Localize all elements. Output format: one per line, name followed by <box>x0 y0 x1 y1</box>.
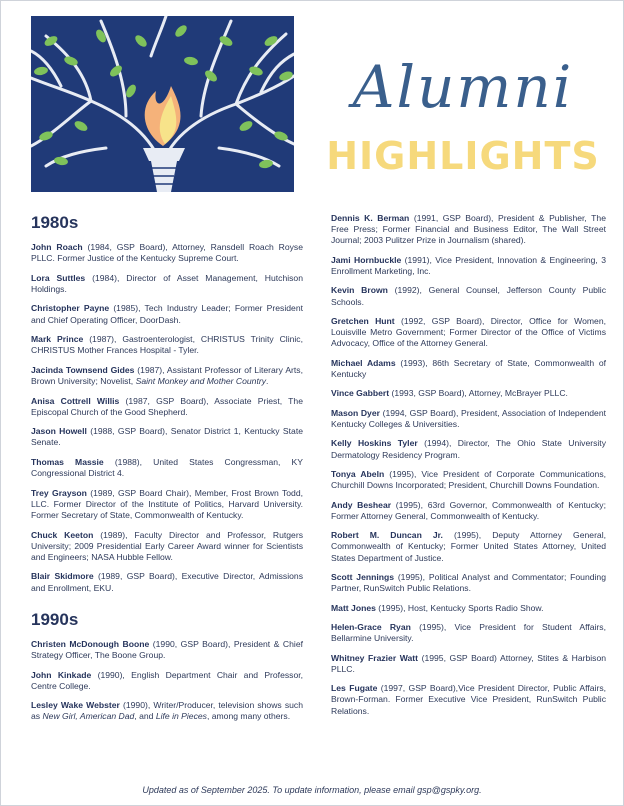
alumni-entry <box>31 334 303 356</box>
alumni-description-tail: , among many others. <box>206 711 291 722</box>
alumni-entry <box>331 653 606 675</box>
alumni-entry <box>331 316 606 350</box>
alumni-description: (1988), United States Congressman, KY Congressional District 4. <box>31 456 303 479</box>
alumni-list-1990s-continued <box>331 213 606 717</box>
alumni-description: (1995), Political Analyst and Commentator; Founding Partner, RunSwitch Public Relations. <box>331 571 606 594</box>
footer-note: Updated as of September 2025. To update information, please email gsp@gspky.org. <box>142 785 482 795</box>
alumni-description: (1995), Deputy Attorney General, Commonwealth of Kentucky; Former United States Attorney, United States Department of Justice. <box>331 530 607 563</box>
alumni-entry <box>31 242 303 264</box>
title-highlights: HIGHLIGHTS <box>326 134 600 178</box>
alumni-name: Scott Jennings <box>331 571 395 582</box>
alumni-description: (1990, GSP Board), President & Chief Strategy Officer, The Boone Group. <box>31 638 303 661</box>
alumni-name: John Roach <box>31 242 83 252</box>
alumni-name: Chuck Keeton <box>31 529 94 540</box>
alumni-name: Anisa Cottrell Willis <box>31 395 120 406</box>
alumni-description: (1990), English Department Chair and Professor, Centre College. <box>31 669 304 691</box>
alumni-entry <box>331 622 606 644</box>
alumni-description: (1995), Vice President for Student Affairs, Bellarmine University. <box>331 621 606 644</box>
alumni-entry <box>31 365 303 387</box>
alumni-name: Kelly Hoskins Tyler <box>331 438 418 449</box>
alumni-description: (1984), Director of Asset Management, Hutchison Holdings. <box>31 272 303 294</box>
alumni-name: Mason Dyer <box>331 407 380 418</box>
alumni-description-tail: , and <box>134 711 156 722</box>
alumni-name: Christopher Payne <box>31 303 110 314</box>
alumni-name: Helen-Grace Ryan <box>331 621 411 632</box>
alumni-list-1980s <box>31 242 303 594</box>
alumni-name: Blair Skidmore <box>31 571 94 582</box>
alumni-entry <box>31 488 303 522</box>
alumni-name: Matt Jones <box>331 602 376 613</box>
alumni-description-tail: . <box>266 376 269 387</box>
alumni-description: (1992), General Counsel, Jefferson County Public Schools. <box>331 285 607 307</box>
alumni-name: Vince Gabbert <box>331 388 390 399</box>
hero-illustration <box>31 16 294 192</box>
alumni-entry <box>31 396 303 418</box>
alumni-entry <box>331 213 606 247</box>
alumni-entry <box>331 469 606 491</box>
alumni-name: Whitney Frazier Watt <box>331 652 419 663</box>
right-column <box>331 213 606 725</box>
alumni-description: (1989, GSP Board), Executive Director, Admissions and Enrollment, EKU. <box>31 571 303 593</box>
alumni-name: Robert M. Duncan Jr. <box>331 530 443 541</box>
alumni-name: Jami Hornbuckle <box>331 254 402 265</box>
alumni-description: (1994, GSP Board), President, Association of Independent Kentucky Colleges & Universities. <box>331 407 606 429</box>
alumni-description: (1992, GSP Board), Director, Office for Women, Louisville Metro Government; Former Director of the Office of Victims Advocacy, Office of the Attorney General. <box>331 315 606 349</box>
alumni-entry <box>331 438 606 460</box>
alumni-name: Les Fugate <box>331 683 378 694</box>
alumni-name: Gretchen Hunt <box>331 315 395 326</box>
alumni-description: (1985), Tech Industry Leader; Former President and Chief Operating Officer, DoorDash. <box>31 303 303 325</box>
alumni-name: John Kinkade <box>31 669 92 680</box>
alumni-description: (1995), Host, Kentucky Sports Radio Show. <box>375 602 544 613</box>
alumni-description: (1995), Vice President of Corporate Communications, Churchill Downs Incorporated; President, Churchill Downs Foundation. <box>331 468 606 491</box>
alumni-description: (1991), Vice President, Innovation & Engineering, 3 Enrollment Marketing, Inc. <box>331 254 606 276</box>
alumni-entry <box>331 255 606 277</box>
alumni-entry <box>331 683 606 717</box>
alumni-entry <box>331 603 606 614</box>
alumni-name: Christen McDonough Boone <box>31 638 150 649</box>
alumni-entry <box>331 408 606 430</box>
alumni-entry <box>331 388 606 399</box>
alumni-name: Tonya Abeln <box>331 468 385 479</box>
alumni-entry <box>31 670 303 692</box>
left-column <box>31 213 303 731</box>
torch-tree-icon <box>31 16 294 192</box>
alumni-entry <box>31 457 303 479</box>
alumni-description: (1987), Gastroenterologist, CHRISTUS Trinity Clinic, CHRISTUS Mother Frances Hospital - Tyler. <box>31 334 303 356</box>
alumni-entry <box>31 571 303 593</box>
alumni-description: (1994), Director, The Ohio State University Dermatology Residency Program. <box>331 438 606 460</box>
alumni-description: (1990), Writer/Producer, television shows such as <box>31 700 303 722</box>
alumni-work-title: New Girl, American Dad <box>42 711 135 722</box>
alumni-entry <box>31 639 303 661</box>
alumni-entry <box>31 303 303 325</box>
alumni-work-title: Life in Pieces <box>155 711 207 722</box>
alumni-description: (1989), Faculty Director and Professor, Rutgers University; 2009 Presidential Early Career Award winner for Scientists and Engineers; NASA Hubble Fellow. <box>31 529 303 562</box>
alumni-work-title: Saint Monkey and Mother Country <box>135 376 266 387</box>
alumni-description: (1987), Assistant Professor of Literary Arts, Brown University; Novelist, <box>31 364 303 387</box>
alumni-description: (1984, GSP Board), Attorney, Ransdell Roach Royse PLLC. Former Justice of the Kentucky Supreme Court. <box>31 242 303 264</box>
alumni-entry <box>31 700 303 722</box>
alumni-description: (1993, GSP Board), Attorney, McBrayer PLLC. <box>389 388 568 399</box>
alumni-entry <box>331 572 606 594</box>
alumni-description: (1991, GSP Board), President & Publisher, The Free Press; Former Financial and Business Editor, The Wall Street Journal; 2003 Pulitzer Prize in Journalism (shared). <box>331 213 606 246</box>
alumni-description: (1988, GSP Board), Senator District 1, Kentucky State Senate. <box>31 426 303 448</box>
title-alumni: Alumni <box>352 53 574 121</box>
alumni-name: Andy Beshear <box>331 499 392 510</box>
alumni-list-1990s <box>31 639 303 723</box>
alumni-name: Mark Prince <box>31 334 84 345</box>
alumni-entry <box>331 500 606 522</box>
alumni-description: (1987, GSP Board), Associate Priest, The Episcopal Church of the Good Shepherd. <box>31 395 303 417</box>
decade-heading: 1980s <box>31 213 79 232</box>
alumni-description: (1997, GSP Board),Vice President Director, Public Affairs, Brown-Forman. Former Executive Vice President, RunSwitch Public Relations. <box>331 683 606 716</box>
alumni-name: Lesley Wake Webster <box>31 700 120 711</box>
alumni-description: (1995), 63rd Governor, Commonwealth of Kentucky; Former Attorney General, Commonwealth of Kentucky. <box>331 499 606 521</box>
alumni-name: Lora Suttles <box>31 272 86 283</box>
alumni-entry <box>31 426 303 448</box>
alumni-entry <box>331 358 606 380</box>
alumni-entry <box>31 273 303 295</box>
alumni-name: Dennis K. Berman <box>331 213 410 223</box>
alumni-description: (1995, GSP Board) Attorney, Stites & Harbison PLLC. <box>331 652 607 674</box>
alumni-entry <box>331 530 606 564</box>
alumni-name: Thomas Massie <box>31 456 104 467</box>
alumni-name: Michael Adams <box>331 357 396 368</box>
alumni-name: Jacinda Townsend Gides <box>31 364 135 375</box>
decade-heading: 1990s <box>31 609 79 629</box>
alumni-name: Jason Howell <box>31 426 87 437</box>
alumni-description: (1993), 86th Secretary of State, Commonwealth of Kentucky <box>331 357 607 379</box>
alumni-name: Kevin Brown <box>331 285 388 296</box>
alumni-entry <box>331 285 606 307</box>
alumni-name: Trey Grayson <box>31 487 87 498</box>
alumni-description: (1989, GSP Board Chair), Member, Frost Brown Todd, LLC. Former Director of the Institute of Politics, Harvard University. Former Secretary of State, Commonwealth of Kentucky. <box>31 487 303 521</box>
alumni-entry <box>31 530 303 564</box>
